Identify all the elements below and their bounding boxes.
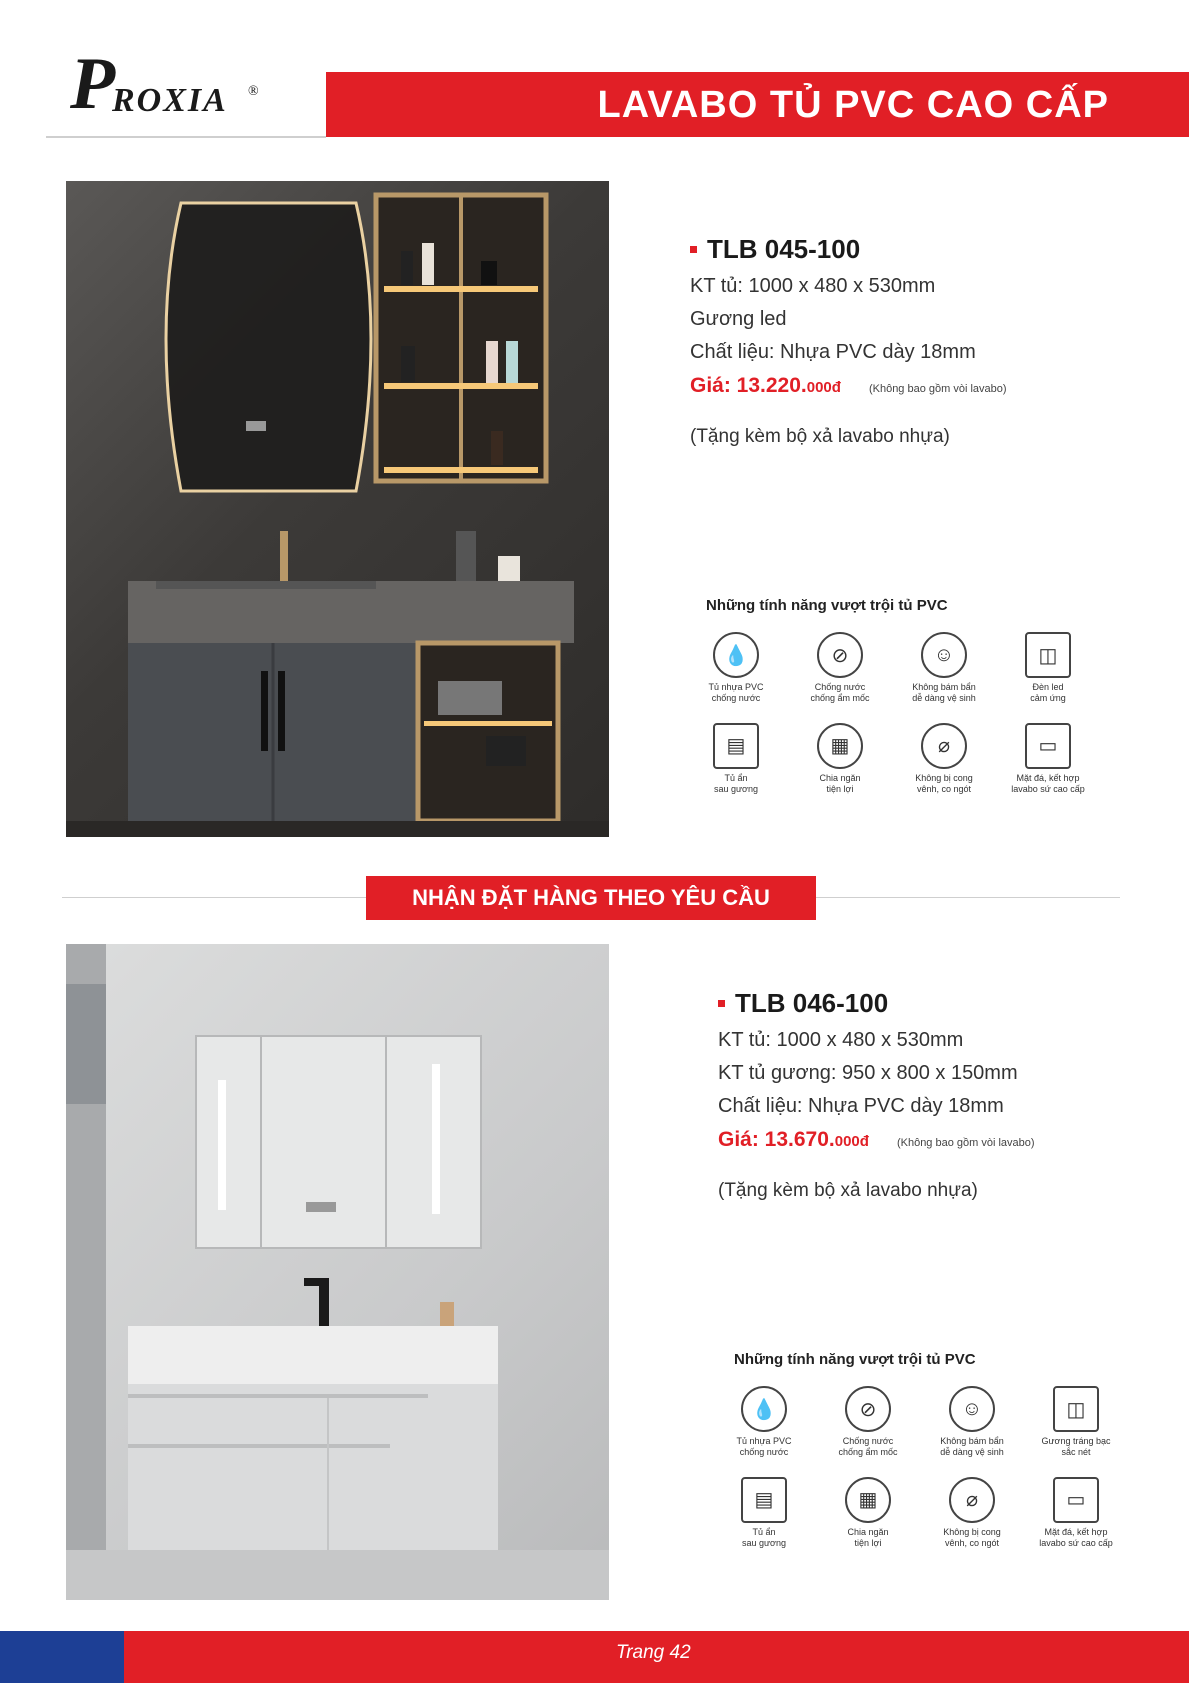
feature-item: ◫ Gương tráng bạc sắc nét	[1026, 1386, 1126, 1459]
spec-mirror-dimensions: KT tủ gương: 950 x 800 x 150mm	[718, 1062, 1018, 1084]
feature-item: ▤ Tủ ẩn sau gương	[714, 1477, 814, 1550]
spec-dimensions: KT tủ: 1000 x 480 x 530mm	[690, 275, 936, 297]
feature-item: ▦ Chia ngăn tiện lợi	[818, 1477, 918, 1550]
logo-text: ROXIA	[112, 82, 228, 119]
feature-item: 💧 Tủ nhựa PVC chống nước	[714, 1386, 814, 1459]
hidden-cabinet-icon: ▤	[713, 723, 759, 769]
page-title: LAVABO TỦ PVC CAO CẤP	[597, 84, 1109, 126]
bullet-square	[690, 246, 697, 253]
product-photo-tlb046	[66, 944, 609, 1600]
registered-mark: ®	[248, 84, 259, 99]
header-divider	[46, 136, 326, 138]
spec-mirror: Gương led	[690, 308, 787, 330]
features-title: Những tính năng vượt trội tủ PVC	[706, 597, 948, 614]
product-price: Giá: 13.220.000đ	[690, 374, 841, 397]
features-grid	[714, 1386, 1126, 1549]
silver-mirror-icon: ◫	[1053, 1386, 1099, 1432]
features-grid	[686, 632, 1098, 795]
spec-material: Chất liệu: Nhựa PVC dày 18mm	[690, 341, 976, 363]
product-price: Giá: 13.670.000đ	[718, 1128, 869, 1151]
water-drops-icon: 💧	[741, 1386, 787, 1432]
feature-item: ▤ Tủ ẩn sau gương	[686, 723, 786, 796]
spec-material: Chất liệu: Nhựa PVC dày 18mm	[718, 1095, 1004, 1117]
no-warp-icon: ⌀	[949, 1477, 995, 1523]
feature-item: ☺ Không bám bẩn dễ dàng vệ sinh	[894, 632, 994, 705]
easy-clean-icon: ☺	[921, 632, 967, 678]
gift-note: (Tặng kèm bộ xả lavabo nhựa)	[718, 1180, 978, 1201]
product-info-tlb046	[718, 988, 1168, 1202]
compartment-icon: ▦	[817, 723, 863, 769]
stone-top-icon: ▭	[1025, 723, 1071, 769]
order-banner: NHẬN ĐẶT HÀNG THEO YÊU CẦU	[366, 876, 816, 920]
feature-item: ⌀ Không bị cong vênh, co ngót	[894, 723, 994, 796]
hidden-cabinet-icon: ▤	[741, 1477, 787, 1523]
water-drops-icon: 💧	[713, 632, 759, 678]
title-bar	[326, 72, 1189, 137]
product-info-tlb045	[690, 234, 1160, 448]
spec-dimensions: KT tủ: 1000 x 480 x 530mm	[718, 1029, 964, 1051]
no-mold-icon: ⊘	[845, 1386, 891, 1432]
features-title: Những tính năng vượt trội tủ PVC	[734, 1351, 976, 1368]
gift-note: (Tặng kèm bộ xả lavabo nhựa)	[690, 426, 950, 447]
feature-item: ☺ Không bám bẩn dễ dàng vệ sinh	[922, 1386, 1022, 1459]
no-mold-icon: ⊘	[817, 632, 863, 678]
easy-clean-icon: ☺	[949, 1386, 995, 1432]
page-number: Trang 42	[616, 1642, 691, 1663]
feature-item: ⊘ Chống nước chống ẩm mốc	[790, 632, 890, 705]
bullet-square	[718, 1000, 725, 1007]
touch-light-icon: ◫	[1025, 632, 1071, 678]
feature-item: ▦ Chia ngăn tiện lợi	[790, 723, 890, 796]
footer-accent	[0, 1631, 124, 1683]
stone-top-icon: ▭	[1053, 1477, 1099, 1523]
feature-item: ▭ Mặt đá, kết hợp lavabo sứ cao cấp	[1026, 1477, 1126, 1550]
feature-item: ⌀ Không bị cong vênh, co ngót	[922, 1477, 1022, 1550]
no-warp-icon: ⌀	[921, 723, 967, 769]
price-note: (Không bao gồm vòi lavabo)	[896, 1137, 1035, 1149]
product-photo-tlb045	[66, 181, 609, 837]
price-note: (Không bao gồm vòi lavabo)	[868, 383, 1007, 395]
feature-item: 💧 Tủ nhựa PVC chống nước	[686, 632, 786, 705]
feature-item: ▭ Mặt đá, kết hợp lavabo sứ cao cấp	[998, 723, 1098, 796]
product-code: TLB 045-100	[707, 234, 861, 264]
brand-logo: P ROXIA ®	[70, 43, 259, 125]
compartment-icon: ▦	[845, 1477, 891, 1523]
feature-item: ◫ Đèn led cảm ứng	[998, 632, 1098, 705]
product-code: TLB 046-100	[735, 988, 889, 1018]
feature-item: ⊘ Chống nước chống ẩm mốc	[818, 1386, 918, 1459]
